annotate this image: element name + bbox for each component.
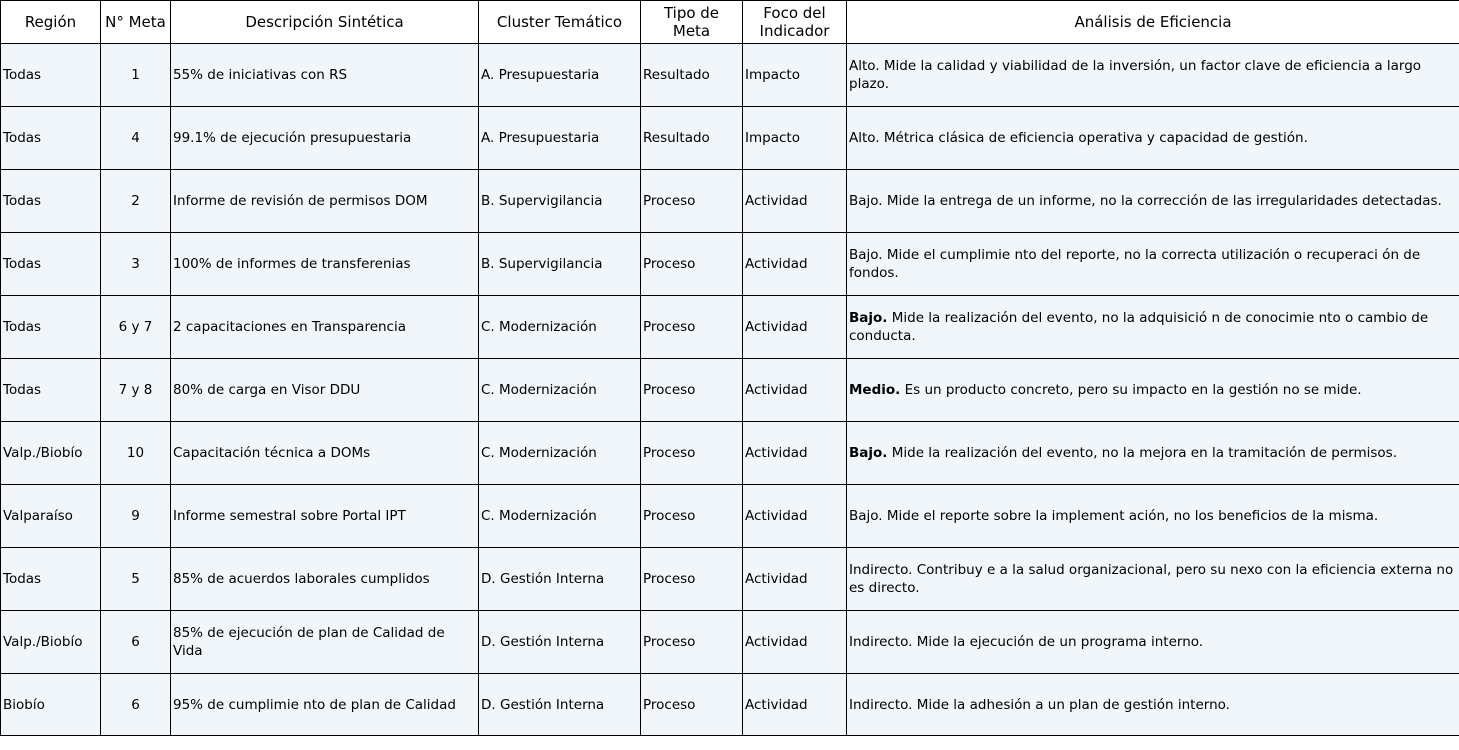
cell-tipo: Resultado: [641, 44, 743, 107]
analisis-text: Mide la realización del evento, no la mejora en la tramitación de permisos.: [887, 445, 1397, 461]
cell-cluster: C. Modernización: [479, 296, 641, 359]
header-foco: Foco del Indicador: [743, 1, 847, 44]
cell-foco: Actividad: [743, 485, 847, 548]
analisis-text: Alto. Mide la calidad y viabilidad de la inversión, un factor clave de eficiencia a largo plazo.: [849, 58, 1422, 92]
header-cluster: Cluster Temático: [479, 1, 641, 44]
analisis-text: Indirecto. Contribuy e a la salud organizacional, pero su nexo con la eficiencia externa no es directo.: [849, 562, 1454, 596]
cell-cluster: B. Supervigilancia: [479, 233, 641, 296]
cell-descripcion: 85% de ejecución de plan de Calidad de Vida: [171, 611, 479, 674]
cell-region: Biobío: [1, 674, 101, 736]
cell-analisis: [847, 359, 1459, 422]
cell-descripcion: 99.1% de ejecución presupuestaria: [171, 107, 479, 170]
header-descripcion: Descripción Sintética: [171, 1, 479, 44]
cell-analisis: [847, 611, 1459, 674]
cell-cluster: A. Presupuestaria: [479, 107, 641, 170]
cell-foco: Actividad: [743, 422, 847, 485]
analisis-lead: Bajo.: [849, 310, 888, 326]
cell-analisis: [847, 296, 1459, 359]
cell-foco: Actividad: [743, 233, 847, 296]
cell-meta: 6: [101, 611, 171, 674]
cell-meta: 5: [101, 548, 171, 611]
analisis-lead: Bajo.: [849, 445, 888, 461]
analisis-text: Bajo. Mide el reporte sobre la implement ación, no los beneficios de la misma.: [849, 508, 1379, 524]
cell-tipo: Proceso: [641, 359, 743, 422]
cell-region: Todas: [1, 233, 101, 296]
cell-foco: Actividad: [743, 548, 847, 611]
cell-foco: Actividad: [743, 611, 847, 674]
cell-analisis: [847, 422, 1459, 485]
cell-cluster: D. Gestión Interna: [479, 674, 641, 736]
table-row: [1, 170, 1459, 233]
cell-region: Todas: [1, 296, 101, 359]
cell-cluster: D. Gestión Interna: [479, 548, 641, 611]
header-meta: N° Meta: [101, 1, 171, 44]
table-row: [1, 233, 1459, 296]
cell-meta: 7 y 8: [101, 359, 171, 422]
cell-analisis: [847, 674, 1459, 736]
cell-foco: Actividad: [743, 359, 847, 422]
analisis-text: Indirecto. Mide la ejecución de un programa interno.: [849, 634, 1204, 650]
cell-foco: Actividad: [743, 674, 847, 736]
cell-tipo: Proceso: [641, 296, 743, 359]
cell-cluster: B. Supervigilancia: [479, 170, 641, 233]
table-row: [1, 359, 1459, 422]
cell-region: Todas: [1, 548, 101, 611]
table-row: [1, 422, 1459, 485]
analisis-text: Bajo. Mide el cumplimie nto del reporte, no la correcta utilización o recuperaci ón de fondos.: [849, 247, 1421, 281]
cell-descripcion: 2 capacitaciones en Transparencia: [171, 296, 479, 359]
cell-cluster: A. Presupuestaria: [479, 44, 641, 107]
cell-descripcion: Capacitación técnica a DOMs: [171, 422, 479, 485]
table-row: [1, 611, 1459, 674]
cell-descripcion: 100% de informes de transferenias: [171, 233, 479, 296]
cell-region: Todas: [1, 44, 101, 107]
cell-descripcion: 95% de cumplimie nto de plan de Calidad: [171, 674, 479, 736]
cell-meta: 6 y 7: [101, 296, 171, 359]
cell-region: Valp./Biobío: [1, 422, 101, 485]
cell-meta: 10: [101, 422, 171, 485]
header-region: Región: [1, 1, 101, 44]
table-row: [1, 296, 1459, 359]
cell-region: Valp./Biobío: [1, 611, 101, 674]
cell-descripcion: 55% de iniciativas con RS: [171, 44, 479, 107]
table-row: [1, 107, 1459, 170]
cell-meta: 4: [101, 107, 171, 170]
analisis-text: Mide la realización del evento, no la adquisició n de conocimie nto o cambio de conducta.: [849, 310, 1429, 344]
table-body: [1, 44, 1459, 736]
table-row: [1, 674, 1459, 736]
cell-tipo: Proceso: [641, 485, 743, 548]
cell-cluster: D. Gestión Interna: [479, 611, 641, 674]
cell-foco: Impacto: [743, 44, 847, 107]
table-row: [1, 485, 1459, 548]
cell-tipo: Proceso: [641, 674, 743, 736]
cell-region: Valparaíso: [1, 485, 101, 548]
cell-descripcion: 85% de acuerdos laborales cumplidos: [171, 548, 479, 611]
cell-tipo: Proceso: [641, 170, 743, 233]
cell-descripcion: Informe de revisión de permisos DOM: [171, 170, 479, 233]
cell-tipo: Proceso: [641, 548, 743, 611]
cell-cluster: C. Modernización: [479, 485, 641, 548]
header-tipo: Tipo de Meta: [641, 1, 743, 44]
cell-meta: 3: [101, 233, 171, 296]
cell-analisis: [847, 548, 1459, 611]
cell-region: Todas: [1, 359, 101, 422]
analisis-text: Bajo. Mide la entrega de un informe, no la corrección de las irregularidades detectadas.: [849, 193, 1442, 209]
table-row: [1, 548, 1459, 611]
cell-descripcion: Informe semestral sobre Portal IPT: [171, 485, 479, 548]
cell-tipo: Proceso: [641, 422, 743, 485]
analisis-text: Indirecto. Mide la adhesión a un plan de gestión interno.: [849, 696, 1230, 713]
analisis-text: Es un producto concreto, pero su impacto en la gestión no se mide.: [900, 382, 1362, 398]
cell-meta: 6: [101, 674, 171, 736]
header-row: [1, 1, 1459, 44]
cell-analisis: [847, 233, 1459, 296]
cell-foco: Actividad: [743, 296, 847, 359]
cell-tipo: Resultado: [641, 107, 743, 170]
cell-analisis: [847, 170, 1459, 233]
cell-meta: 1: [101, 44, 171, 107]
cell-tipo: Proceso: [641, 233, 743, 296]
cell-meta: 9: [101, 485, 171, 548]
cell-descripcion: 80% de carga en Visor DDU: [171, 359, 479, 422]
cell-foco: Impacto: [743, 107, 847, 170]
cell-tipo: Proceso: [641, 611, 743, 674]
analisis-lead: Medio.: [849, 382, 901, 398]
cell-cluster: C. Modernización: [479, 422, 641, 485]
header-analisis: Análisis de Eficiencia: [847, 1, 1459, 44]
cell-analisis: [847, 107, 1459, 170]
cell-analisis: [847, 44, 1459, 107]
cell-cluster: C. Modernización: [479, 359, 641, 422]
analisis-text: Alto. Métrica clásica de eficiencia operativa y capacidad de gestión.: [849, 130, 1308, 146]
cell-meta: 2: [101, 170, 171, 233]
table-row: [1, 44, 1459, 107]
cell-region: Todas: [1, 170, 101, 233]
cell-analisis: [847, 485, 1459, 548]
cell-foco: Actividad: [743, 170, 847, 233]
cell-region: Todas: [1, 107, 101, 170]
